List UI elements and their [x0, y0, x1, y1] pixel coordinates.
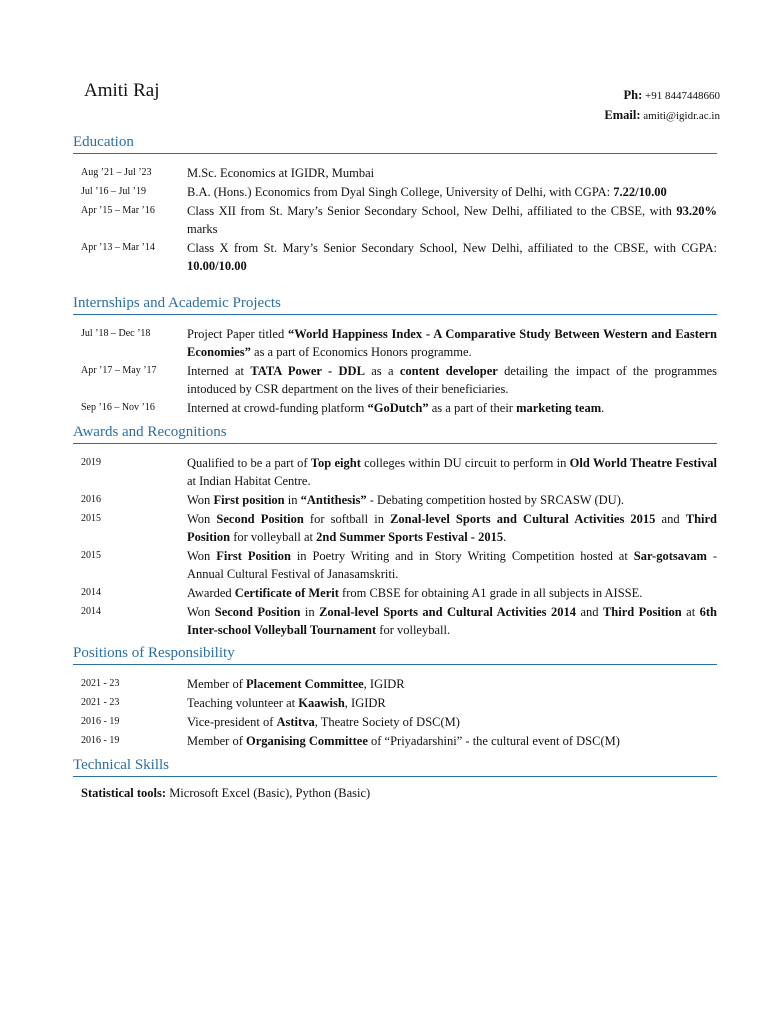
entry-text: Won	[187, 512, 217, 526]
entry-row	[73, 202, 717, 238]
entry-emphasis: content developer	[399, 364, 498, 378]
phone-label: Ph:	[623, 88, 643, 102]
entry-description	[187, 202, 717, 238]
entry-description	[187, 491, 717, 509]
entry-description	[187, 362, 717, 398]
entry-text: in Poetry Writing and in Story Writing Competition hosted at	[290, 549, 634, 563]
entry-text: Qualified to be a part of	[187, 456, 311, 470]
entry-date: Aug ’21 – Jul ’23	[81, 167, 152, 178]
entry-text: and	[655, 512, 686, 526]
entry-text: as a part of Economics Honors programme.	[250, 345, 472, 359]
entry-text: colleges within DU circuit to perform in	[360, 456, 570, 470]
entry-text: marks	[187, 222, 218, 236]
entry-text: .	[601, 401, 605, 415]
entry-emphasis: Placement Committee	[246, 677, 364, 691]
entry-emphasis: First position	[213, 493, 285, 507]
entry-row	[73, 694, 717, 712]
entry-emphasis: Top eight	[310, 456, 361, 470]
entry-text: Won	[187, 549, 217, 563]
entry-date: Sep ’16 – Nov ’16	[81, 402, 155, 413]
entry-date: 2015	[81, 550, 101, 561]
entry-description	[187, 454, 717, 490]
entry-emphasis: Old World Theatre Festival	[569, 456, 718, 470]
entry-text: Won	[187, 605, 215, 619]
entry-emphasis: Certificate of Merit	[234, 586, 339, 600]
entry-emphasis: 6th Inter-school Volleyball Tournament	[187, 605, 717, 637]
internships-section	[73, 294, 717, 418]
section-rule	[73, 664, 717, 665]
section-title-positions: Positions of Responsibility	[73, 645, 235, 661]
entry-text: - Annual Cultural Festival of Janasamskriti.	[187, 549, 717, 581]
section-title-awards: Awards and Recognitions	[73, 424, 227, 440]
phone-line	[604, 86, 720, 106]
entry-emphasis: Astitva	[276, 715, 315, 729]
entry-date: 2014	[81, 587, 101, 598]
entry-description	[187, 694, 717, 712]
entry-text: and	[576, 605, 603, 619]
entry-description	[187, 713, 717, 731]
entry-text: Won	[187, 493, 214, 507]
entry-row	[73, 510, 717, 546]
entry-row	[73, 491, 717, 509]
entry-description	[187, 325, 717, 361]
entry-row	[73, 454, 717, 490]
entry-emphasis: 93.20%	[676, 204, 717, 218]
entry-emphasis: “GoDutch”	[367, 401, 429, 415]
entry-text: as a	[364, 364, 400, 378]
entry-text: Interned at crowd-funding platform	[187, 401, 368, 415]
entry-text: detailing the impact of the programmes intoduced by CSR department on the lives of their beneficiaries.	[187, 364, 717, 396]
entry-emphasis: 2nd Summer Sports Festival - 2015	[316, 530, 504, 544]
entry-text: Awarded	[187, 586, 235, 600]
skills-value: Microsoft Excel (Basic), Python (Basic)	[169, 786, 371, 800]
entry-row	[73, 239, 717, 275]
entry-emphasis: Kaawish	[298, 696, 345, 710]
entry-emphasis: Second Position	[216, 512, 304, 526]
entry-date: 2016 - 19	[81, 716, 120, 727]
entry-text: of “Priyadarshini” - the cultural event of DSC(M)	[367, 734, 620, 748]
entry-row	[73, 584, 717, 602]
entry-emphasis: Zonal-level Sports and Cultural Activities 2014	[319, 605, 576, 619]
entry-emphasis: Organising Committee	[246, 734, 368, 748]
entry-row	[73, 399, 717, 417]
entry-description	[187, 183, 717, 201]
entry-row	[73, 603, 717, 639]
entry-text: for volleyball at	[230, 530, 317, 544]
entry-text: for softball in	[303, 512, 391, 526]
entry-emphasis: “World Happiness Index - A Comparative Study Between Western and Eastern Economies”	[187, 327, 718, 359]
entry-emphasis: Zonal-level Sports and Cultural Activities 2015	[390, 512, 656, 526]
entry-text: at Indian Habitat Centre.	[187, 474, 311, 488]
entry-emphasis: “Antithesis”	[300, 493, 367, 507]
section-rule	[73, 443, 717, 444]
entry-text: from CBSE for obtaining A1 grade in all subjects in AISSE.	[338, 586, 643, 600]
positions-section	[73, 644, 717, 751]
email-line	[604, 106, 720, 126]
entry-row	[73, 362, 717, 398]
entry-description	[187, 239, 717, 275]
entry-emphasis: First Position	[216, 549, 291, 563]
entry-date: 2014	[81, 606, 101, 617]
entry-description	[187, 510, 717, 546]
entry-text: , Theatre Society of DSC(M)	[314, 715, 460, 729]
entry-text: Class X from St. Mary’s Senior Secondary School, New Delhi, affiliated to the CBSE, with CGPA:	[187, 241, 717, 255]
entry-date: 2015	[81, 513, 101, 524]
entry-description	[187, 584, 717, 602]
entry-row	[73, 164, 717, 182]
award-entries	[73, 454, 717, 639]
skills-label: Statistical tools:	[81, 786, 167, 800]
entry-date: Apr ’13 – Mar ’14	[81, 242, 155, 253]
entry-text: Teaching volunteer at	[187, 696, 299, 710]
entry-description	[187, 675, 717, 693]
entry-text: Interned at	[187, 364, 251, 378]
section-title-internships: Internships and Academic Projects	[73, 295, 281, 311]
entry-emphasis: TATA Power - DDL	[250, 364, 365, 378]
email-value[interactable]: amiti@igidr.ac.in	[643, 110, 720, 122]
entry-row	[73, 675, 717, 693]
section-rule	[73, 776, 717, 777]
entry-date: Apr ’15 – Mar ’16	[81, 205, 155, 216]
entry-emphasis: marketing team	[516, 401, 602, 415]
entry-date: 2019	[81, 457, 101, 468]
entry-date: Jul ’18 – Dec ’18	[81, 328, 151, 339]
entry-date: 2021 - 23	[81, 678, 120, 689]
entry-description	[187, 164, 717, 182]
entry-row	[73, 325, 717, 361]
entry-description	[187, 603, 717, 639]
entry-description	[187, 399, 717, 417]
phone-value: +91 8447448660	[645, 90, 720, 102]
entry-text: - Debating competition hosted by SRCASW (DU).	[366, 493, 624, 507]
section-title-education: Education	[73, 134, 134, 150]
entry-emphasis: Third Position	[187, 512, 717, 544]
entry-text: Member of	[187, 677, 247, 691]
entry-description	[187, 732, 717, 750]
entry-text: Project Paper titled	[187, 327, 289, 341]
skills-section	[73, 756, 717, 802]
entry-text: M.Sc. Economics at IGIDR, Mumbai	[187, 166, 375, 180]
entry-row	[73, 732, 717, 750]
entry-date: 2016 - 19	[81, 735, 120, 746]
entry-row	[73, 183, 717, 201]
education-section	[73, 133, 717, 276]
entry-emphasis: Third Position	[602, 605, 682, 619]
awards-section	[73, 423, 717, 640]
education-entries	[73, 164, 717, 275]
entry-row	[73, 547, 717, 583]
candidate-name: Amiti Raj	[84, 80, 160, 101]
entry-text: as a part of their	[428, 401, 517, 415]
entry-date: 2021 - 23	[81, 697, 120, 708]
entry-emphasis: 7.22/10.00	[613, 185, 667, 199]
entry-date: Apr ’17 – May ’17	[81, 365, 157, 376]
position-entries	[73, 675, 717, 750]
section-rule	[73, 153, 717, 154]
email-label: Email:	[604, 108, 641, 122]
section-title-skills: Technical Skills	[73, 757, 170, 773]
entry-date: Jul ’16 – Jul ’19	[81, 186, 146, 197]
entry-text: Member of	[187, 734, 247, 748]
entry-emphasis: Sar-gotsavam	[633, 549, 707, 563]
entry-text: .	[503, 530, 507, 544]
entry-date: 2016	[81, 494, 101, 505]
internship-entries	[73, 325, 717, 417]
entry-text: for volleyball.	[376, 623, 451, 637]
section-rule	[73, 314, 717, 315]
entry-row	[73, 713, 717, 731]
entry-text: Class XII from St. Mary’s Senior Secondary School, New Delhi, affiliated to the CBSE, with	[187, 204, 677, 218]
entry-text: Vice-president of	[187, 715, 277, 729]
entry-text: B.A. (Hons.) Economics from Dyal Singh College, University of Delhi, with CGPA:	[187, 185, 614, 199]
entry-text: in	[300, 605, 320, 619]
entry-text: , IGIDR	[344, 696, 386, 710]
entry-text: at	[681, 605, 700, 619]
entry-emphasis: 10.00/10.00	[187, 259, 247, 273]
skills-line	[73, 784, 717, 802]
entry-text: , IGIDR	[363, 677, 405, 691]
contact-block	[604, 86, 720, 126]
entry-emphasis: Second Position	[214, 605, 301, 619]
entry-text: in	[284, 493, 301, 507]
entry-description	[187, 547, 717, 583]
